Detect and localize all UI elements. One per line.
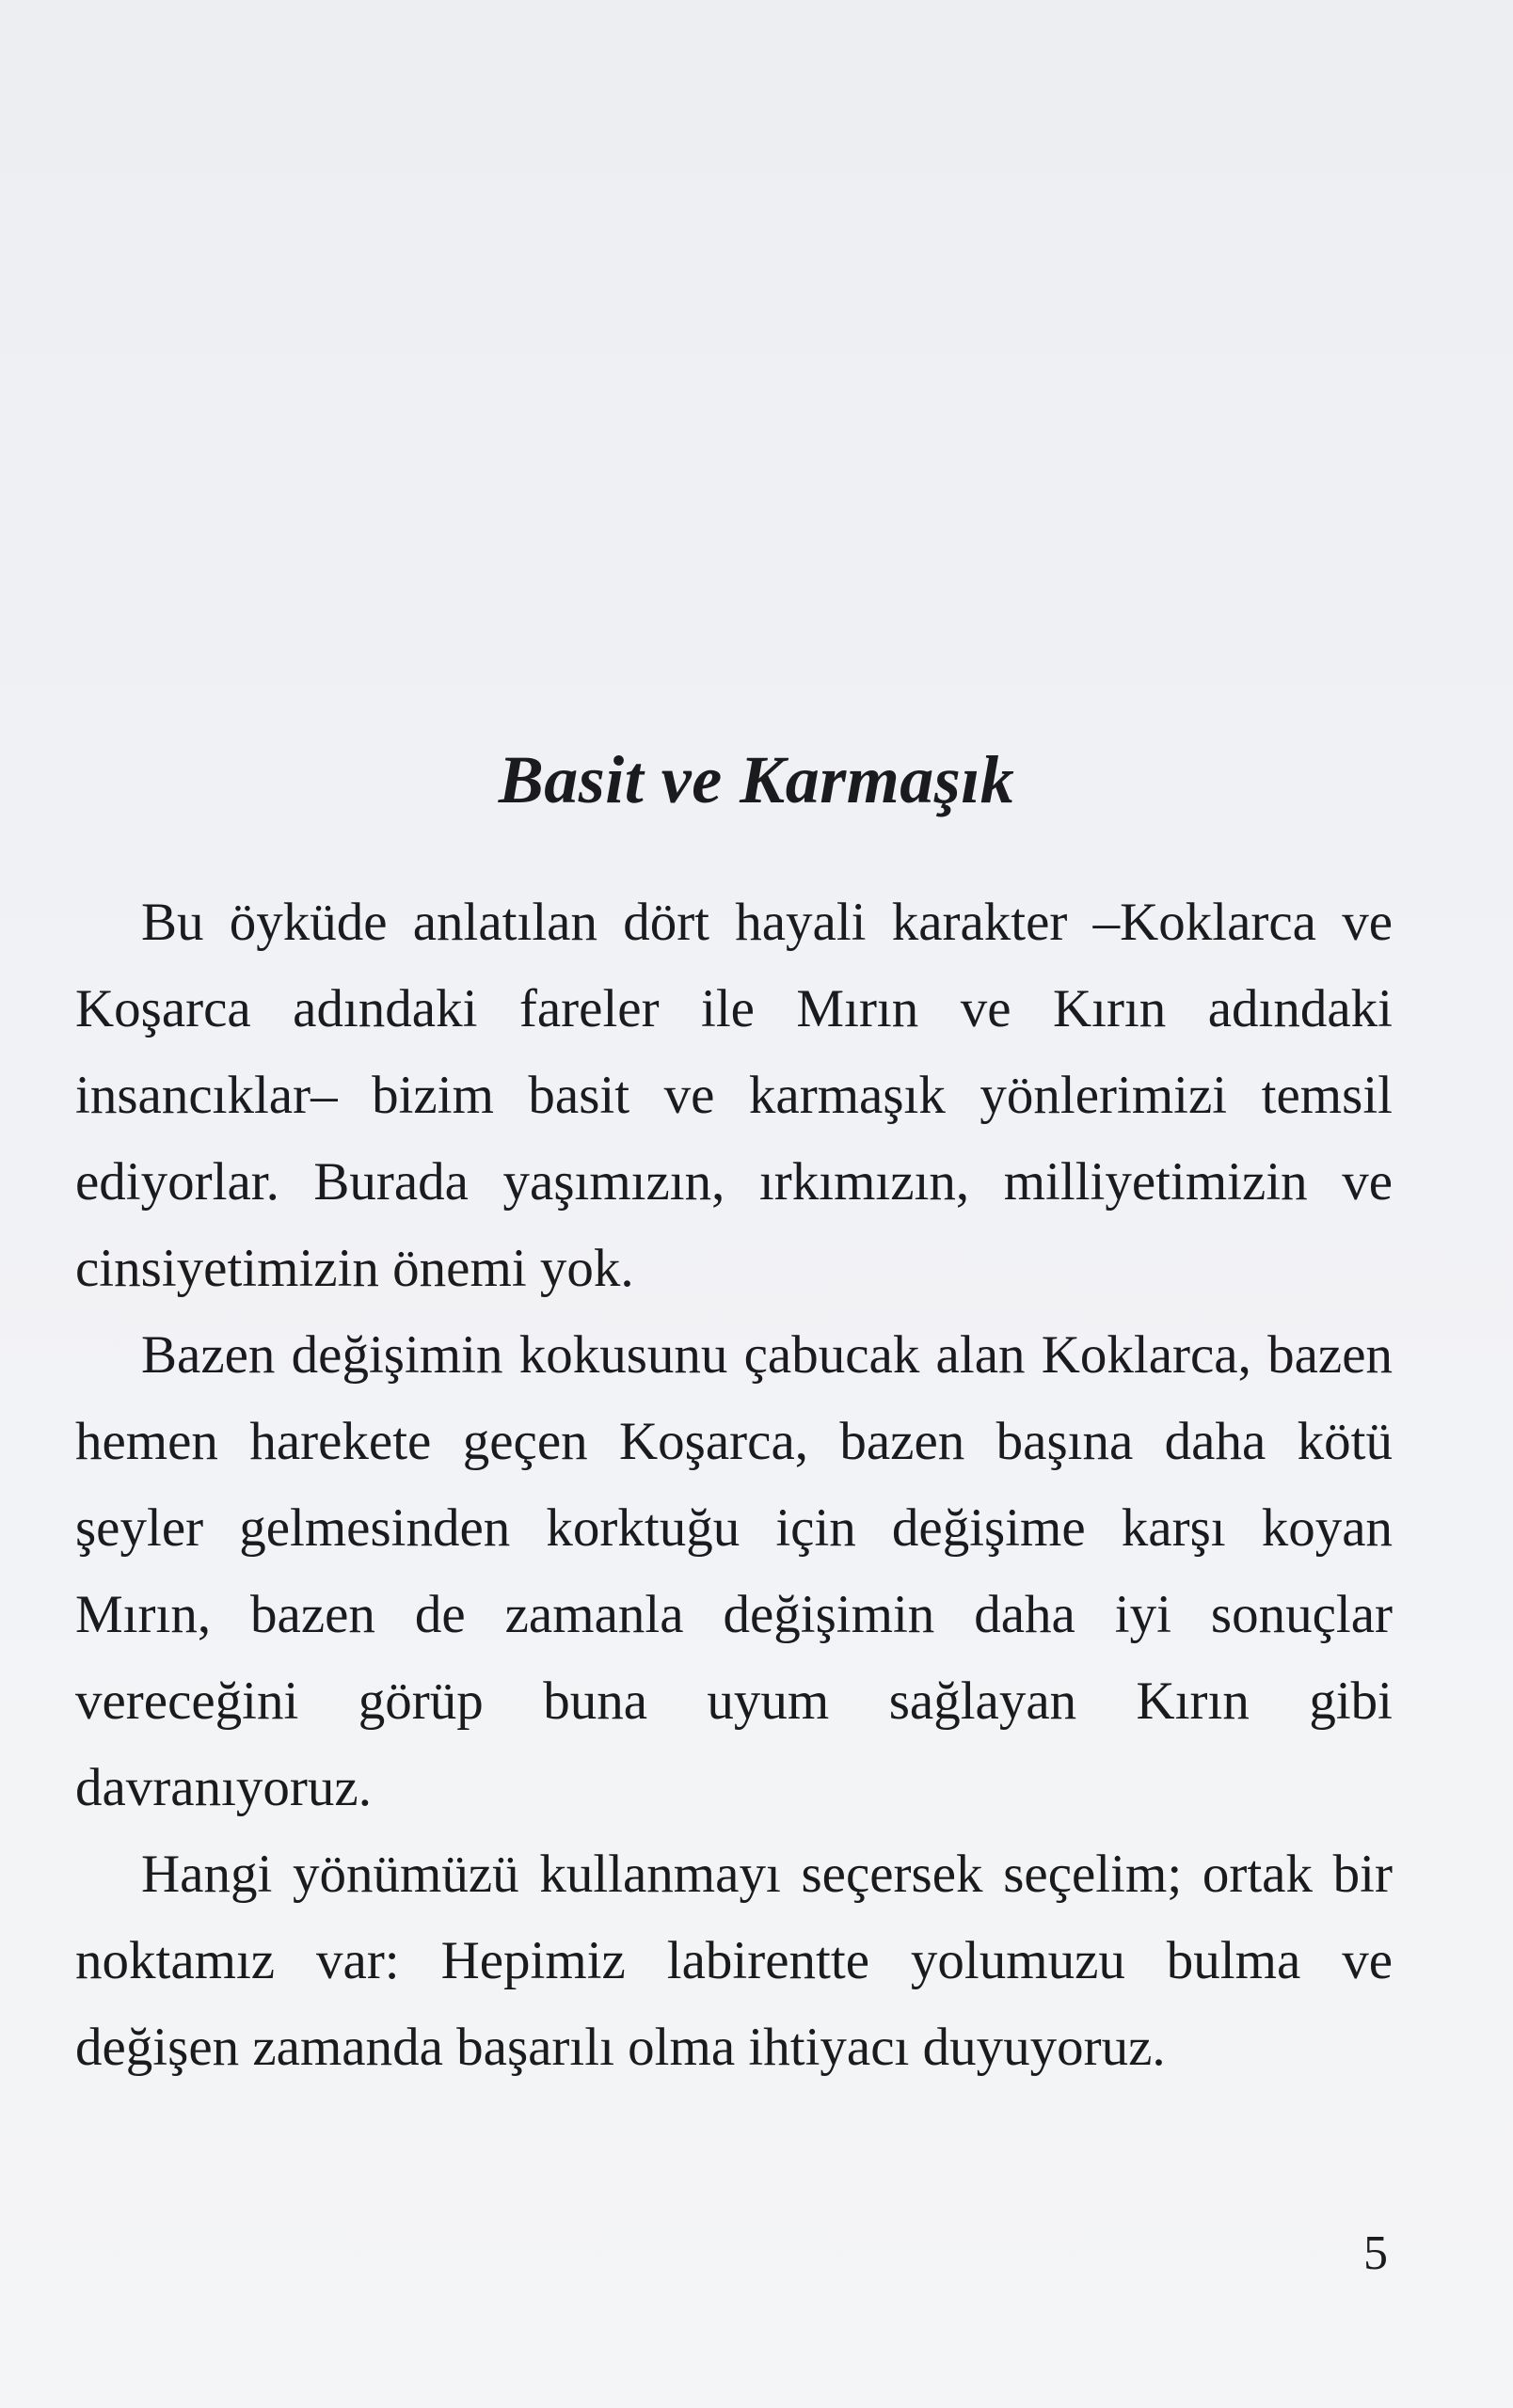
chapter-title: Basit ve Karmaşık — [498, 742, 1015, 818]
paragraph-1: Bu öyküde anlatılan dört hayali karakter –Koklarca ve Koşarca adındaki fareler ile Mırın ve Kırın adındaki insancıklar– bizim basit ve karmaşık yönlerimizi temsil ediyorlar. Burada yaşımızın, ırkımızın, milliyetimizin ve cinsiyetimizin önemi yok. — [75, 893, 1393, 1298]
paragraph-3: Hangi yönümüzü kullanmayı seçersek seçelim; ortak bir noktamız var: Hepimiz labirentte yolumuzu bulma ve değişen zamanda başarılı olma ihtiyacı duyuyoruz. — [75, 1845, 1393, 2077]
paragraph-2: Bazen değişimin kokusunu çabucak alan Koklarca, bazen hemen harekete geçen Koşarca, bazen başına daha kötü şeyler gelmesinden korktuğu için değişime karşı koyan Mırın, bazen de zamanla değişimin daha iyi sonuçlar vereceğini görüp buna uyum sağlayan Kırın gibi davranıyoruz. — [75, 1325, 1393, 1817]
body-text — [75, 879, 1393, 2091]
page-number: 5 — [1363, 2226, 1388, 2280]
